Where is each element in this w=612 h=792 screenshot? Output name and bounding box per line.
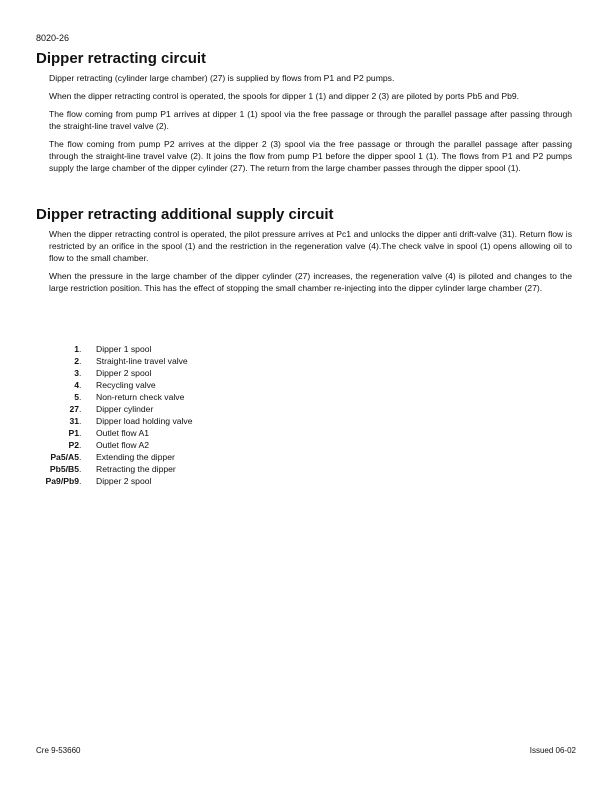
section-body-additional-supply	[49, 228, 572, 300]
section-title-retracting: Dipper retracting circuit	[36, 50, 207, 67]
legend-list	[30, 343, 193, 487]
legend-key: 3	[74, 368, 79, 378]
legend-period: .	[79, 368, 82, 378]
legend-item	[30, 439, 193, 451]
legend-item	[30, 475, 193, 487]
legend-key: Pa5/A5	[50, 452, 79, 462]
legend-period: .	[79, 440, 82, 450]
legend-period: .	[79, 452, 82, 462]
legend-period: .	[79, 428, 82, 438]
legend-key: 5	[74, 392, 79, 402]
legend-label: Dipper 2 spool	[96, 368, 152, 378]
legend-label: Dipper 2 spool	[96, 476, 152, 486]
legend-period: .	[79, 476, 82, 486]
legend-key: 2	[74, 356, 79, 366]
legend-item	[30, 403, 193, 415]
legend-key: 27	[69, 404, 79, 414]
footer-doc-number: Cre 9-53660	[36, 746, 81, 755]
paragraph: The flow coming from pump P2 arrives at the dipper 2 (3) spool via the free passage or through the parallel passage after passing through the straight-line travel valve (2). It joins the flow from pump P1 before the dipper spool 1 (1). The flows from P1 and P2 pumps supply the large chamber of the dipper cylinder (27). The return from the large chamber passes through the dipper spool (1).	[49, 139, 572, 173]
legend-label: Straight-line travel valve	[96, 356, 188, 366]
legend-label: Dipper 1 spool	[96, 344, 152, 354]
legend-key: P2	[68, 440, 79, 450]
legend-key: Pb5/B5	[49, 464, 79, 474]
legend-label: Non-return check valve	[96, 392, 185, 402]
legend-item	[30, 379, 193, 391]
paragraph: When the dipper retracting control is operated, the pilot pressure arrives at Pc1 and unlocks the dipper anti drift-valve (31). Return flow is restricted by an orifice in the spool (1) and the restriction in the regeneration valve (4).The check valve in spool (1) opens allowing oil to flow to the small chamber.	[49, 229, 572, 263]
legend-period: .	[79, 416, 82, 426]
legend-period: .	[79, 356, 82, 366]
legend-item	[30, 367, 193, 379]
legend-key: 1	[74, 344, 79, 354]
paragraph: Dipper retracting (cylinder large chamber) (27) is supplied by flows from P1 and P2 pumps.	[49, 73, 395, 83]
legend-key: 31	[69, 416, 79, 426]
legend-item	[30, 415, 193, 427]
legend-item	[30, 451, 193, 463]
legend-period: .	[79, 464, 82, 474]
legend-key: Pa9/Pb9	[45, 476, 79, 486]
paragraph: When the pressure in the large chamber of the dipper cylinder (27) increases, the regeneration valve (4) is piloted and changes to the large restriction position. This has the effect of stopping the small chamber re-injecting into the dipper cylinder large chamber (27).	[49, 271, 572, 293]
legend-label: Outlet flow A2	[96, 440, 150, 450]
page-number: 8020-26	[36, 33, 70, 43]
section-body-retracting	[49, 72, 572, 180]
paragraph: When the dipper retracting control is operated, the spools for dipper 1 (1) and dipper 2 (3) are piloted by ports Pb5 and Pb9.	[49, 91, 520, 101]
paragraph: The flow coming from pump P1 arrives at dipper 1 (1) spool via the free passage or through the parallel passage after passing through the straight-line travel valve (2).	[49, 109, 572, 131]
legend-period: .	[79, 344, 82, 354]
legend-item	[30, 355, 193, 367]
legend-label: Retracting the dipper	[96, 464, 176, 474]
legend-period: .	[79, 392, 82, 402]
legend-period: .	[79, 380, 82, 390]
legend-label: Dipper load holding valve	[96, 416, 193, 426]
legend-item	[30, 427, 193, 439]
legend-label: Extending the dipper	[96, 452, 175, 462]
legend-item	[30, 391, 193, 403]
legend-key: P1	[68, 428, 79, 438]
legend-label: Outlet flow A1	[96, 428, 150, 438]
legend-label: Recycling valve	[96, 380, 156, 390]
legend-item	[30, 463, 193, 475]
legend-key: 4	[74, 380, 79, 390]
legend-period: .	[79, 404, 82, 414]
section-title-additional-supply: Dipper retracting additional supply circuit	[36, 206, 334, 223]
legend-label: Dipper cylinder	[96, 404, 154, 414]
legend-item	[30, 343, 193, 355]
footer-issue-date: Issued 06-02	[529, 746, 576, 755]
